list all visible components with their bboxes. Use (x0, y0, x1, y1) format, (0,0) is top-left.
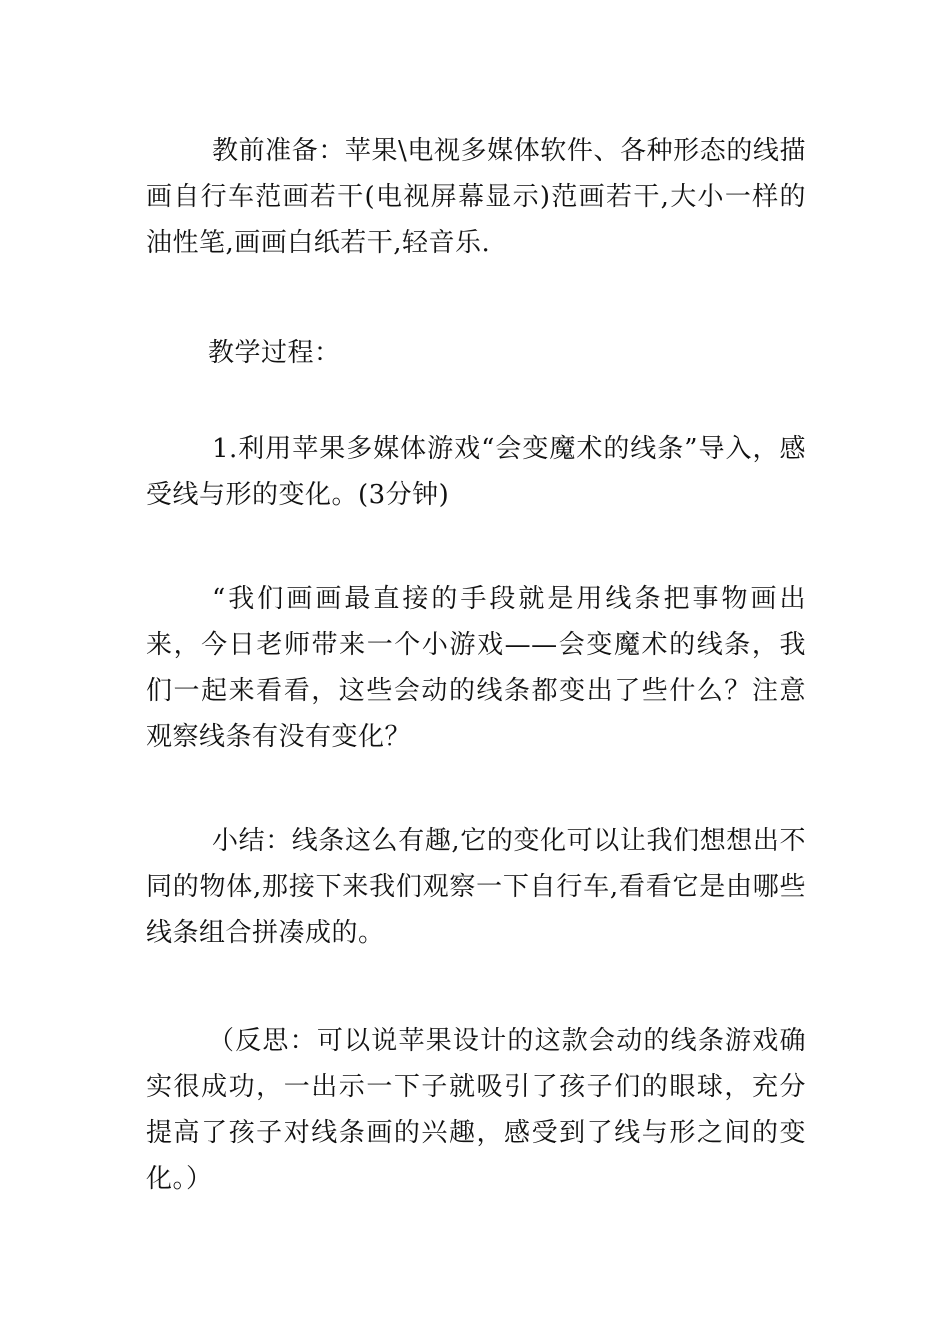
paragraph-teacher-quote: “我们画画最直接的手段就是用线条把事物画出来，今日老师带来一个小游戏——会变魔术的线条，我们一起来看看，这些会动的线条都变出了些什么？注意观察线条有没有变化？ (146, 584, 806, 752)
paragraph-reflection: （反思：可以说苹果设计的这款会动的线条游戏确实很成功，一出示一下子就吸引了孩子们的眼球，充分提高了孩子对线条画的兴趣，感受到了线与形之间的变化。） (146, 1026, 806, 1194)
paragraph-summary: 小结：线条这么有趣,它的变化可以让我们想想出不同的物体,那接下来我们观察一下自行车,看看它是由哪些线条组合拼凑成的。 (146, 826, 806, 948)
paragraph-preparation: 教前准备：苹果\电视多媒体软件、各种形态的线描画自行车范画若干(电视屏幕显示)范画若干,大小一样的油性笔,画画白纸若干,轻音乐. (146, 136, 806, 258)
paragraph-step-1: 1.利用苹果多媒体游戏“会变魔术的线条”导入，感受线与形的变化。(3分钟) (146, 434, 806, 510)
paragraph-process-heading: 教学过程： (208, 338, 341, 368)
